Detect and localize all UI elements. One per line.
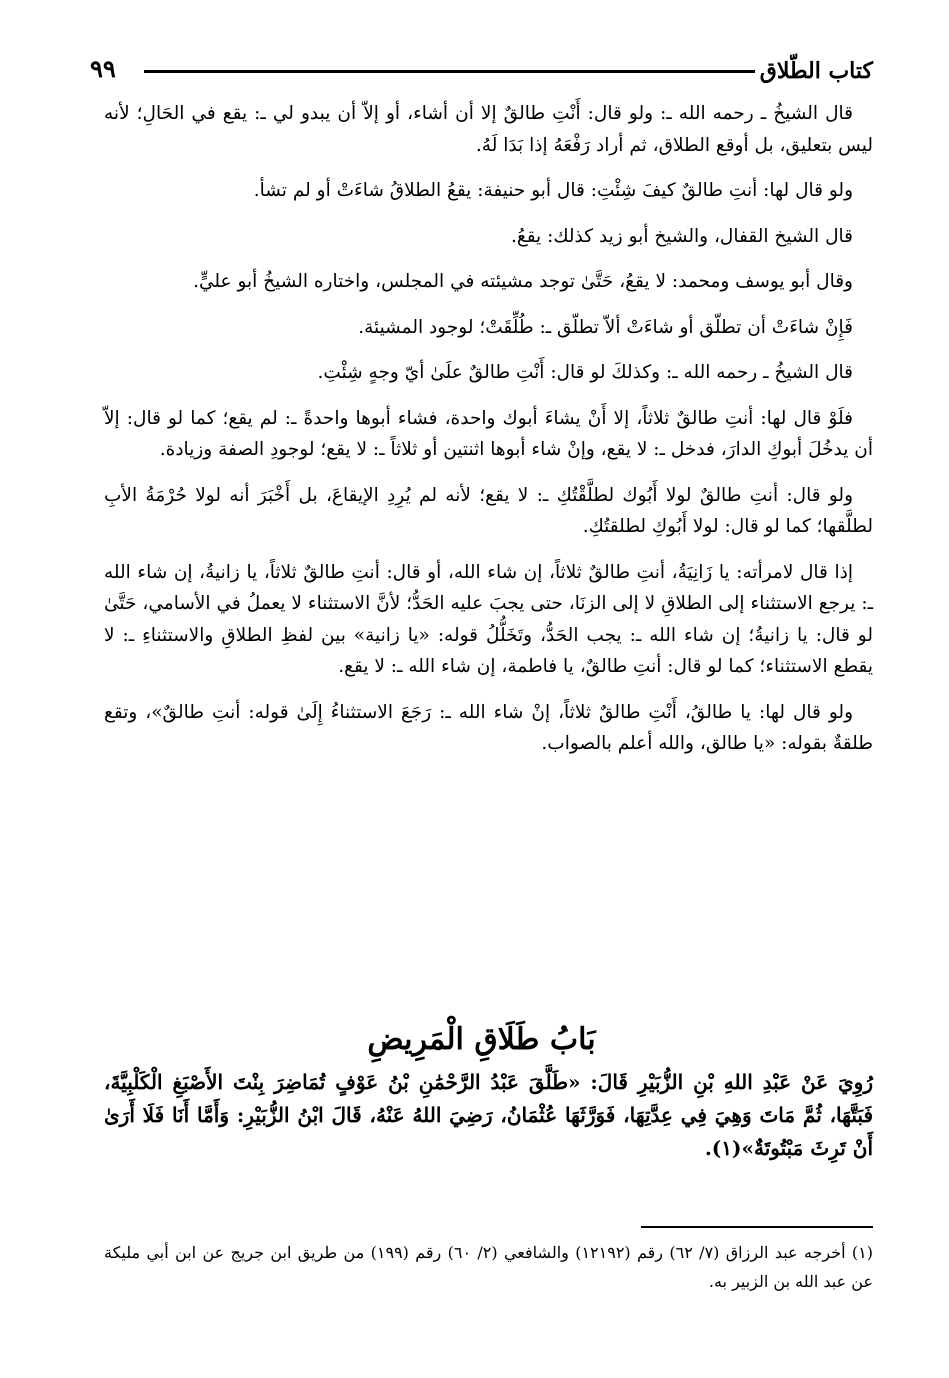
main-text bbox=[104, 98, 873, 774]
page-header bbox=[90, 50, 873, 94]
paragraph: قال الشيخ القفال، والشيخ أبو زيد كذلك: يقعُ. bbox=[510, 225, 853, 247]
footnote-divider bbox=[641, 1226, 873, 1228]
paragraph: قال الشيخُ ـ رحمه الله ـ: ولو قال: أَنْتِ طالقٌ إلا أن أشاء، أو إلاّ أن يبدو لي ـ: يقع في الحَالِ؛ لأنه ليس بتعليق، بل أوقع الطلاق، ثم أراد رَفْعَهُ إذا بَدَا لَهُ. bbox=[104, 103, 873, 156]
running-title: كتاب الطّلاق bbox=[759, 58, 873, 84]
paragraph: ولو قال لها: أنتِ طالقٌ كيفَ شِئْتِ: قال أبو حنيفة: يقعُ الطلاقُ شاءَتْ أو لم تشأ. bbox=[253, 180, 853, 201]
page-number: ٩٩ bbox=[90, 54, 116, 83]
paragraph: إذا قال لامرأته: يا زَانِيَةُ، أنتِ طالقٌ ثلاثاً، إن شاء الله، أو قال: أنتِ طالقٌ ثلاثاً، يا زانيةُ، إن شاء الله ـ: يرجع الاستثناء إلى الطلاقِ لا إلى الزنَا، حتى يجبَ عليه الحَدُّ؛ لأنَّ الاستثناء لا يعملُ في الأسامي، حَتَّىٰ لو قال: يا زانيةُ؛ إن شاء الله ـ: يجب الحَدُّ، وتَخَلُّلُ قوله: «يا زانية» بين لفظِ الطلاقِ والاستثناءِ ـ: لا يقطع الاستثناء؛ كما لو قال: أنتِ طالقٌ، يا فاطمة، إن شاء الله ـ: لا يقع. bbox=[104, 561, 873, 677]
paragraph: وقال أبو يوسف ومحمد: لا يقعُ، حَتَّىٰ توجد مشيئته في المجلس، واختاره الشيخُ أبو عليٍّ. bbox=[193, 271, 853, 292]
footnotes bbox=[104, 1238, 873, 1296]
paragraph: فلَوْ قال لها: أنتِ طالقٌ ثلاثاً، إلا أَنْ يشاءَ أبوك واحدة، فشاء أبوها واحدةً ـ: لم يقع؛ كما لو قال: إلاّ أن يدخُلَ أبوكِ الدارَ، فدخل ـ: لا يقع، وإنْ شاء أبوها اثنتين أو ثلاثاً ـ: لا يقع؛ لوجودِ الصفة وزيادة. bbox=[104, 407, 873, 460]
paragraph: ولو قال لها: يا طالقُ، أَنْتِ طالقٌ ثلاثاً، إنْ شاء الله ـ: رَجَعَ الاستثناءُ إِلَىٰ قوله: أنتِ طالقٌ»، وتقع طلقةٌ بقوله: «يا طالق، والله أعلم بالصواب. bbox=[104, 701, 873, 754]
paragraph: قال الشيخُ ـ رحمه الله ـ: وكذلكَ لو قال: أَنْتِ طالقٌ علَىٰ أيّ وجهٍ شِئْتِ. bbox=[317, 362, 853, 383]
header-rule bbox=[144, 70, 755, 73]
paragraph: فَإِنْ شاءَتْ أن تطلّق أو شاءَتْ ألاّ تطلّق ـ: طُلِّقَتْ؛ لوجود المشيئة. bbox=[358, 316, 853, 338]
chapter-heading: بَابُ طَلَاقِ الْمَرِيضِ bbox=[367, 1022, 596, 1057]
hadith-text: رُوِيَ عَنْ عَبْدِ اللهِ بْنِ الزُّبَيْرِ قَالَ: «طَلَّقَ عَبْدُ الرَّحْمَٰنِ بْنُ عَوْفٍ تُمَاضِرَ بِنْتَ الأَصْبَغِ الْكَلْبِيَّةَ، فَبَتَّهَا، ثُمَّ مَاتَ وَهِيَ فِي عِدَّتِهَا، فَوَرَّثَهَا عُثْمَانُ، رَضِيَ اللهُ عَنْهُ، قَالَ ابْنُ الزُّبَيْرِ: وَأَمَّا أَنَا فَلَا أَرَىٰ أَنْ تَرِثَ مَبْتُوتَةٌ»(١). bbox=[104, 1070, 873, 1160]
paragraph: ولو قال: أنتِ طالقٌ لولا أَبُوك لطلَّقْتُكِ ـ: لا يقع؛ لأنه لم يُرِدِ الإيقاعَ، بل أَخْبَرَ أنه لولا حُرْمَةُ الأبِ لطلَّقها؛ كما لو قال: لولا أَبُوكِ لطلقتُكِ. bbox=[104, 484, 873, 537]
footnote: (١) أخرجه عبد الرزاق (٧/ ٦٢) رقم (١٢١٩٢) والشافعي (٢/ ٦٠) رقم (١٩٩) من طريق ابن جريج عن ابن أبي مليكة عن عبد الله بن الزبير به. bbox=[104, 1243, 874, 1291]
